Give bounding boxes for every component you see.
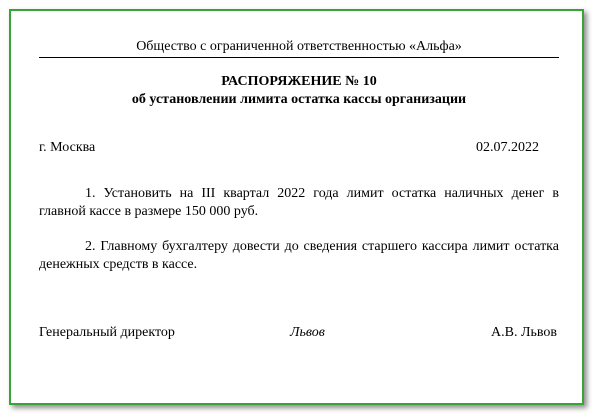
document-title: РАСПОРЯЖЕНИЕ № 10 (221, 74, 377, 89)
paragraph-1: 1. Установить на III квартал 2022 года лимит остатка наличных денег в главной кассе в размере 150 000 руб. (39, 186, 559, 219)
document-subtitle: об установлении лимита остатка кассы организации (131, 92, 467, 107)
paragraph-2: 2. Главному бухгалтеру довести до сведения старшего кассира лимит остатка денежных средств в кассе. (39, 239, 559, 272)
handwritten-signature: Львов (290, 325, 325, 340)
document-city: г. Москва (39, 140, 96, 155)
signatory-position: Генеральный директор (39, 325, 175, 340)
document-date: 02.07.2022 (476, 140, 539, 155)
organization-name: Общество с ограниченной ответственностью «Альфа» (39, 39, 559, 58)
signatory-name: А.В. Львов (491, 325, 557, 340)
document-frame (9, 9, 584, 405)
